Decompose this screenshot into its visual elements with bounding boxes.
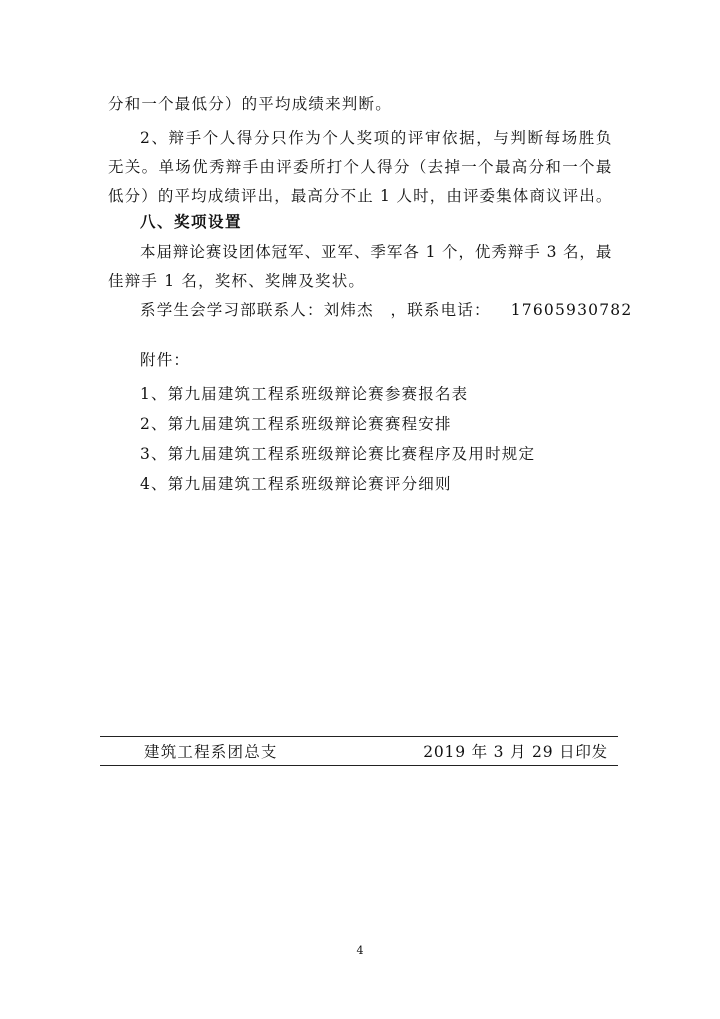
page-number: 4 — [356, 944, 364, 957]
contact-label: 系学生会学习部联系人：刘炜杰 ，联系电话： — [140, 301, 491, 319]
body-line-1: 分和一个最低分）的平均成绩来判断。 — [108, 95, 392, 113]
footer-date: 2019 年 3 月 29 日印发 — [423, 743, 608, 761]
body-line-3: 无关。单场优秀辩手由评委所打个人得分（去掉一个最高分和一个最 — [108, 158, 612, 176]
footer-issuer: 建筑工程系团总支 — [144, 743, 278, 761]
section-heading-awards: 八、奖项设置 — [140, 212, 243, 231]
contact-phone: 17605930782 — [510, 301, 633, 319]
body-line-4: 低分）的平均成绩评出，最高分不止 1 人时，由评委集体商议评出。 — [108, 187, 612, 205]
attachment-item: 2、第九届建筑工程系班级辩论赛赛程安排 — [140, 415, 452, 433]
body-line-5: 本届辩论赛设团体冠军、亚军、季军各 1 个，优秀辩手 3 名，最 — [140, 243, 612, 261]
body-line-6: 佳辩手 1 名，奖杯、奖牌及奖状。 — [108, 272, 366, 290]
attachment-item: 4、第九届建筑工程系班级辩论赛评分细则 — [140, 475, 452, 493]
footer-top-rule — [100, 736, 618, 737]
attachment-item: 1、第九届建筑工程系班级辩论赛参赛报名表 — [140, 385, 469, 403]
body-line-2: 2、辩手个人得分只作为个人奖项的评审依据，与判断每场胜负 — [140, 129, 612, 147]
footer-bottom-rule — [100, 765, 618, 766]
attachment-item: 3、第九届建筑工程系班级辩论赛比赛程序及用时规定 — [140, 445, 536, 463]
attachments-title: 附件： — [140, 351, 191, 369]
contact-line — [140, 300, 632, 320]
